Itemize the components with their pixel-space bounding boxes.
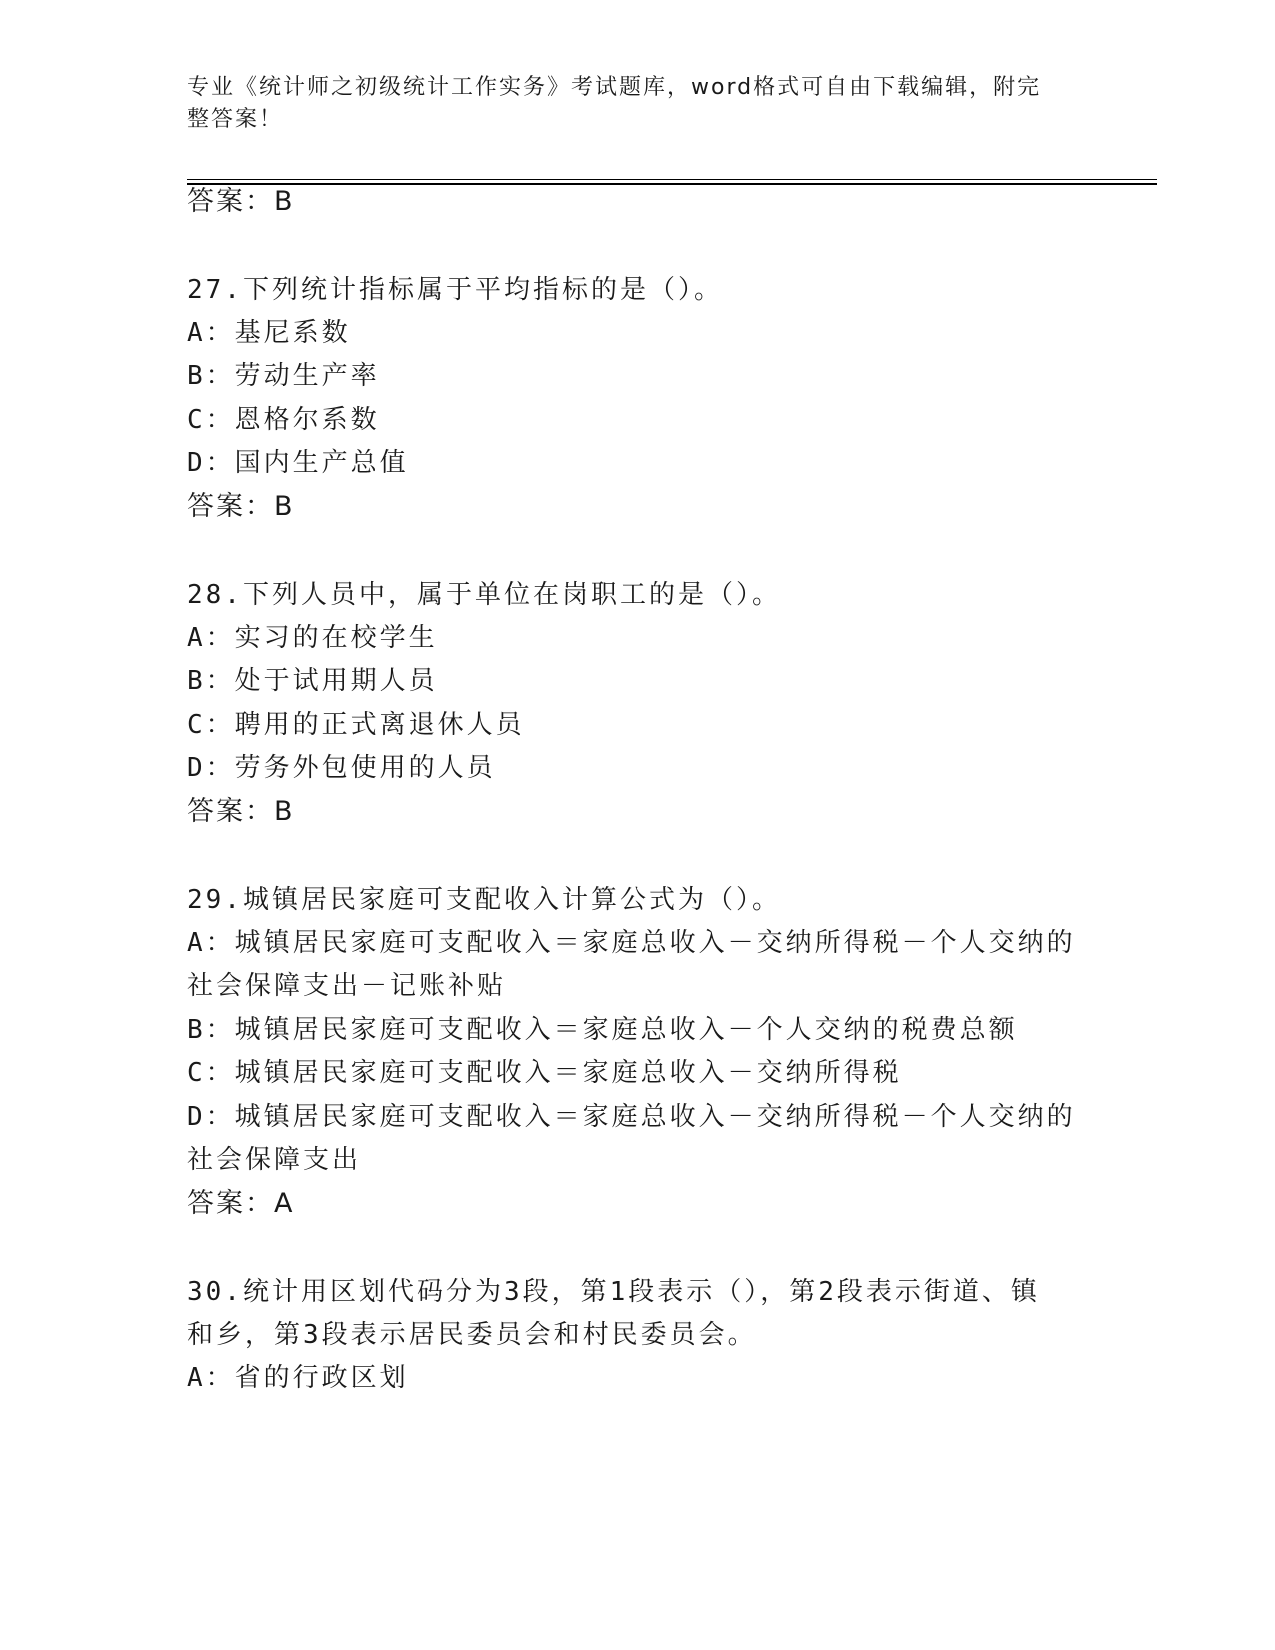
question-27-option-b: B：劳动生产率 <box>187 361 380 391</box>
question-27-stem: 27.下列统计指标属于平均指标的是（）。 <box>187 275 723 305</box>
question-29-answer: 答案：A <box>187 1188 295 1219</box>
question-29-option-a: A：城镇居民家庭可支配收入＝家庭总收入－交纳所得税－个人交纳的 <box>187 928 1076 958</box>
question-28-option-c: C：聘用的正式离退休人员 <box>187 710 525 740</box>
header-line-1: 专业《统计师之初级统计工作实务》考试题库，word格式可自由下载编辑，附完 <box>187 75 1042 100</box>
question-28-stem: 28.下列人员中，属于单位在岗职工的是（）。 <box>187 580 781 610</box>
question-27-option-a: A：基尼系数 <box>187 318 351 348</box>
question-27-option-c: C：恩格尔系数 <box>187 405 380 435</box>
question-28-answer: 答案：B <box>187 796 295 827</box>
document-header <box>187 72 1067 136</box>
question-29-option-d: D：城镇居民家庭可支配收入＝家庭总收入－交纳所得税－个人交纳的 <box>187 1102 1076 1132</box>
header-line-2: 整答案！ <box>187 107 284 132</box>
question-30-stem: 30.统计用区划代码分为3段，第1段表示（），第2段表示街道、镇 <box>187 1277 1040 1307</box>
question-29-option-a-cont: 社会保障支出－记账补贴 <box>187 971 507 1001</box>
question-28-option-b: B：处于试用期人员 <box>187 666 438 696</box>
question-29-stem: 29.城镇居民家庭可支配收入计算公式为（）。 <box>187 885 781 915</box>
answer-label: 答案：B <box>187 186 295 217</box>
question-27-answer: 答案：B <box>187 491 295 522</box>
question-29-option-c: C：城镇居民家庭可支配收入＝家庭总收入－交纳所得税 <box>187 1058 902 1088</box>
question-28-option-d: D：劳务外包使用的人员 <box>187 753 496 783</box>
question-30-stem-cont: 和乡，第3段表示居民委员会和村民委员会。 <box>187 1320 757 1350</box>
question-28-option-a: A：实习的在校学生 <box>187 623 438 653</box>
header-rule-thin <box>187 179 1157 180</box>
question-29-option-d-cont: 社会保障支出 <box>187 1145 362 1175</box>
question-29-option-b: B：城镇居民家庭可支配收入＝家庭总收入－个人交纳的税费总额 <box>187 1015 1018 1045</box>
question-30-option-a: A：省的行政区划 <box>187 1363 409 1393</box>
question-27-option-d: D：国内生产总值 <box>187 448 409 478</box>
